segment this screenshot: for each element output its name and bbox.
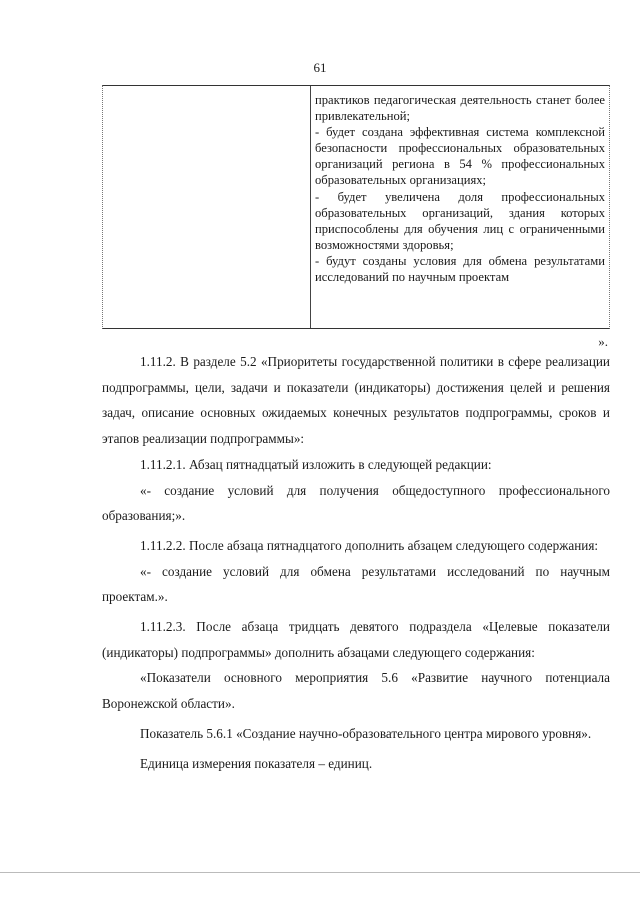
paragraph: 1.11.2. В разделе 5.2 «Приоритеты государственной политики в сфере реализации подпрограммы, цели, задачи и показатели (индикаторы) достижения целей и решения задач, описание основных ожидаемых конечных результатов подпрограммы, сроков и этапов реализации подпрограммы»:: [102, 354, 610, 447]
page-number: 61: [313, 60, 327, 75]
paragraph: 1.11.2.2. После абзаца пятнадцатого дополнить абзацем следующего содержания:: [140, 537, 599, 553]
paragraph: Показатель 5.6.1 «Создание научно-образовательного центра мирового уровня».: [140, 725, 592, 741]
table-cell-line: - будет увеличена доля профессиональных образовательных организаций, здания которых приспособлены для обучения лиц с ограниченными возможностями здоровья;: [315, 189, 605, 252]
continuation-table: [102, 85, 610, 329]
paragraph: 1.11.2.1. Абзац пятнадцатый изложить в следующей редакции:: [140, 456, 492, 472]
table-cell-line: практиков педагогическая деятельность станет более привлекательной;: [315, 93, 605, 124]
table-cell-line: - будут созданы условия для обмена результатами исследований по научным проектам: [315, 253, 605, 285]
closing-quote: ».: [598, 334, 608, 349]
document-body: [102, 349, 610, 776]
table-cell-line: - будет создана эффективная система комплексной безопасности профессиональных образовательных организаций региона в 54 % профессиональных образовательных организациях;: [315, 125, 605, 188]
paragraph: Единица измерения показателя – единиц.: [140, 755, 373, 771]
table-column-divider: [310, 86, 311, 328]
page-bottom-edge: [0, 872, 640, 873]
paragraph: «- создание условий для обмена результатами исследований по научным проектам.».: [102, 563, 610, 605]
paragraph: 1.11.2.3. После абзаца тридцать девятого подраздела «Целевые показатели (индикаторы) подпрограммы» дополнить абзацами следующего содержания:: [102, 619, 610, 660]
paragraph: «- создание условий для получения общедоступного профессионального образования;».: [102, 482, 610, 524]
table-cell-results: [315, 92, 605, 285]
paragraph: «Показатели основного мероприятия 5.6 «Развитие научного потенциала Воронежской области».: [102, 670, 610, 712]
